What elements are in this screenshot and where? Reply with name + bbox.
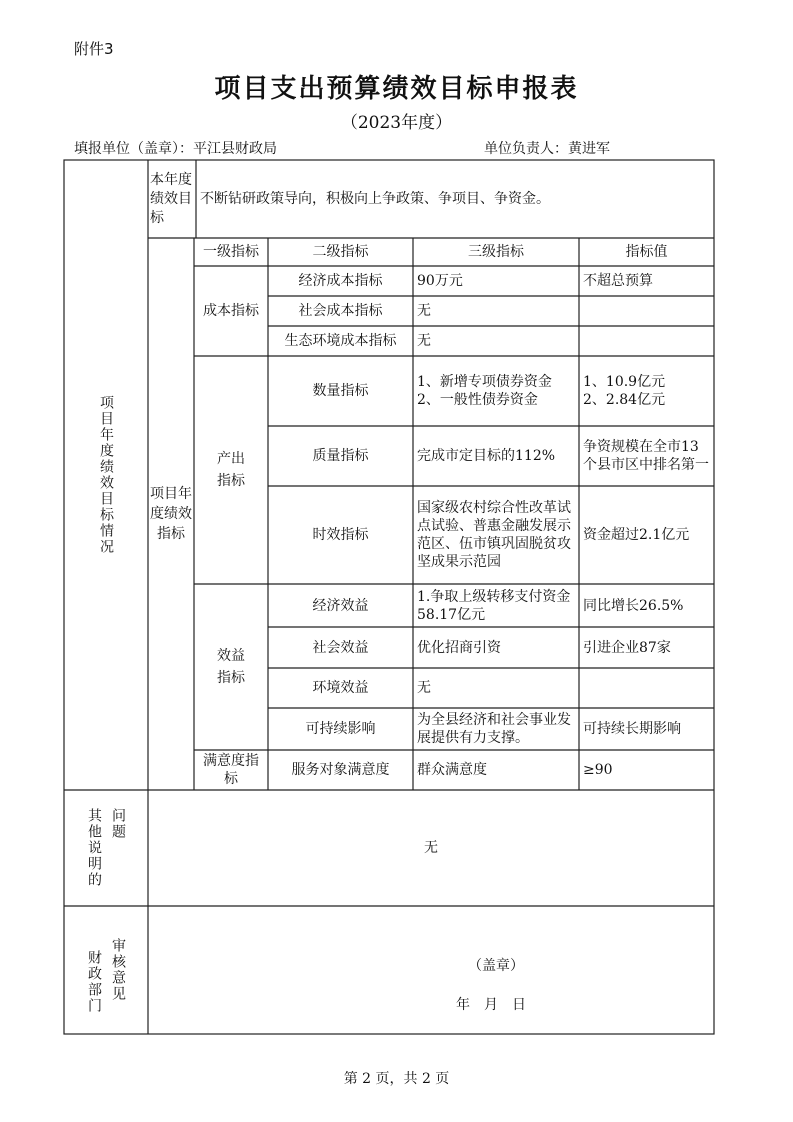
row-9-value	[579, 668, 714, 708]
row-3-level3: 无	[417, 333, 431, 349]
row-7-value: 同比增长26.5%	[583, 597, 684, 614]
row-5-value: 争资规模在全市13个县市区中排名第一	[583, 439, 709, 473]
row-2-level2: 社会成本指标	[298, 303, 383, 319]
row-6-level3: 国家级农村综合性改革试点试验、普惠金融发展示范区、伍市镇巩固脱贫攻坚成果示范园	[417, 500, 571, 570]
other-notes-label-a: 其他说明的	[86, 808, 102, 888]
row-1-value: 不超总预算	[583, 273, 653, 289]
row-4-level2: 数量指标	[312, 383, 369, 399]
level1-output	[194, 356, 268, 584]
seal-label: （盖章）	[468, 958, 524, 974]
row-9-level3: 无	[417, 680, 431, 696]
review-label	[64, 906, 148, 1034]
row-2-level3: 无	[417, 303, 431, 319]
other-notes-label	[64, 790, 148, 906]
level1-cost: 成本指标	[203, 303, 259, 319]
indicator-group-label-text: 项目年度绩效指标	[150, 486, 192, 542]
row-7-level2: 经济效益	[312, 597, 369, 614]
other-notes-label-b: 问题	[110, 808, 126, 840]
row-11-level3: 群众满意度	[417, 762, 487, 778]
level1-output-text: 产出指标	[217, 451, 245, 489]
indicator-group-label	[148, 238, 194, 790]
row-1-level2: 经济成本指标	[298, 273, 383, 289]
row-2-value	[579, 296, 714, 326]
row-10-level3: 为全县经济和社会事业发展提供有力支撑。	[417, 712, 571, 746]
attachment-label: 附件3	[74, 40, 114, 58]
row-5-level3: 完成市定目标的112%	[417, 448, 556, 464]
other-notes-text: 无	[424, 840, 438, 856]
row-4-value: 1、10.9亿元 2、2.84亿元	[583, 374, 666, 408]
col-header-level1: 一级指标	[203, 244, 259, 260]
section-label-annual-goals	[64, 160, 148, 790]
filing-unit: 填报单位（盖章）：平江县财政局	[74, 141, 277, 157]
row-8-level3: 优化招商引资	[417, 639, 501, 656]
unit-owner: 单位负责人：黄进军	[484, 141, 610, 157]
row-9-level2: 环境效益	[312, 680, 369, 696]
level1-benefit	[194, 584, 268, 750]
col-header-level2: 二级指标	[312, 244, 369, 260]
annual-goal-label-text: 本年度绩效目标	[150, 171, 192, 226]
annual-goal-text: 不断钻研政策导向，积极向上争政策、争项目、争资金。	[200, 191, 550, 207]
review-label-b: 审核意见	[110, 938, 126, 1002]
row-7-level3: 1.争取上级转移支付资金58.17亿元	[417, 588, 571, 623]
review-label-a: 财政部门	[86, 950, 102, 1014]
level1-satisfaction-text: 满意度指标	[203, 753, 259, 787]
row-10-level2: 可持续影响	[305, 721, 376, 737]
row-5-level2: 质量指标	[312, 448, 369, 464]
year-label: （2023年度）	[340, 113, 453, 133]
row-11-value: ≥90	[583, 762, 613, 778]
date-label: 年 月 日	[456, 997, 526, 1013]
level1-benefit-text: 效益指标	[217, 648, 245, 686]
page-footer: 第 2 页，共 2 页	[343, 1071, 450, 1087]
row-4-level3: 1、新增专项债券资金 2、一般性债券资金	[417, 374, 552, 408]
page-title: 项目支出预算绩效目标申报表	[214, 74, 579, 104]
row-3-value	[579, 326, 714, 356]
row-1-level3: 90万元	[417, 273, 463, 289]
row-11-level2: 服务对象满意度	[291, 762, 390, 778]
row-10-value: 可持续长期影响	[583, 721, 681, 737]
row-8-level2: 社会效益	[312, 639, 369, 656]
row-6-value: 资金超过2.1亿元	[583, 527, 690, 543]
annual-goal-label	[148, 160, 196, 238]
row-3-level2: 生态环境成本指标	[284, 333, 397, 349]
col-header-value: 指标值	[625, 244, 668, 260]
row-6-level2: 时效指标	[312, 527, 369, 543]
section-label-text: 项目年度绩效目标情况	[98, 395, 114, 555]
level1-satisfaction	[194, 750, 268, 790]
row-8-value: 引进企业87家	[583, 639, 671, 656]
col-header-level3: 三级指标	[468, 244, 524, 260]
